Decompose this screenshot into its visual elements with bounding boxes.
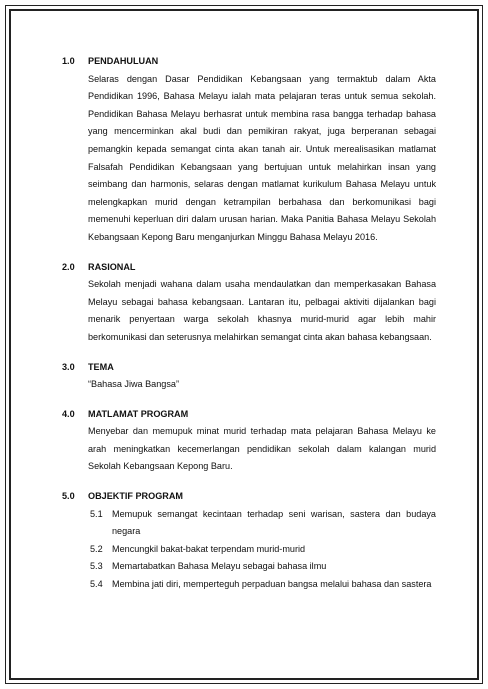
item-text: Memupuk semangat kecintaan terhadap seni warisan, sastera dan budaya negara [112,508,436,537]
section-heading [62,359,436,377]
section-matlamat-program [62,406,436,476]
section-heading [62,53,436,71]
section-tema [62,359,436,394]
section-number: 5.0 [62,491,75,502]
section-body: Selaras dengan Dasar Pendidikan Kebangsaan yang termaktub dalam Akta Pendidikan 1996, Bahasa Melayu ialah mata pelajaran teras untuk semua sekolah. Pendidikan Bahasa Melayu berhasrat untuk membina rasa bangga terhadap bahasa yang mencerminkan akal budi dan pemikiran rakyat, juga berperanan sebagai pemangkin kepada semangat cinta akan tanah air. Untuk merealisasikan matlamat Falsafah Pendidikan Kebangsaan yang bertujuan untuk melahirkan insan yang seimbang dan harmonis, selaras dengan matlamat kurikulum Bahasa Melayu untuk melengkapkan murid dengan ketrampilan berbahasa dan berkomunikasi bagi memenuhi keperluan diri dalam urusan harian. Maka Panitia Bahasa Melayu Sekolah Kebangsaan Kepong Baru menganjurkan Minggu Bahasa Melayu 2016. [88,73,436,242]
item-number: 5.1 [90,508,103,519]
section-pendahuluan [62,53,436,247]
section-title: TEMA [88,361,114,372]
section-objektif-program [62,488,436,594]
section-body: Sekolah menjadi wahana dalam usaha mendaulatkan dan memperkasakan Bahasa Melayu sebagai bahasa kebangsaan. Lantaran itu, pelbagai aktiviti dijalankan bagi menarik penyertaan warga sekolah khasnya murid-murid agar lebih mahir berkomunikasi dan seterusnya melahirkan semangat cinta akan bahasa kebangsaan. [88,279,436,342]
item-text: Membina jati diri, memperteguh perpaduan bangsa melalui bahasa dan sastera [112,579,432,590]
item-number: 5.2 [90,543,103,554]
section-body: Menyebar dan memupuk minat murid terhadap mata pelajaran Bahasa Melayu ke arah meningkatkan kecemerlangan pendidikan sekolah dalam kalangan murid Sekolah Kebangsaan Kepong Baru. [88,426,436,472]
section-title: OBJEKTIF PROGRAM [88,491,183,502]
section-body: “Bahasa Jiwa Bangsa” [88,379,179,390]
section-heading [62,259,436,277]
section-title: RASIONAL [88,261,136,272]
section-rasional [62,259,436,347]
objective-list [90,506,436,594]
document-content [62,53,436,594]
section-number: 2.0 [62,261,75,272]
list-item [90,506,436,541]
section-number: 3.0 [62,361,75,372]
section-number: 1.0 [62,56,75,66]
item-text: Mencungkil bakat-bakat terpendam murid-murid [112,543,306,554]
list-item [90,541,436,559]
item-text: Memartabatkan Bahasa Melayu sebagai bahasa ilmu [112,561,327,572]
section-title: PENDAHULUAN [88,56,159,66]
item-number: 5.4 [90,579,103,590]
item-number: 5.3 [90,561,103,572]
section-heading [62,406,436,424]
section-title: MATLAMAT PROGRAM [88,408,189,419]
section-heading [62,488,436,506]
list-item [90,558,436,576]
list-item [90,576,436,594]
section-number: 4.0 [62,408,75,419]
